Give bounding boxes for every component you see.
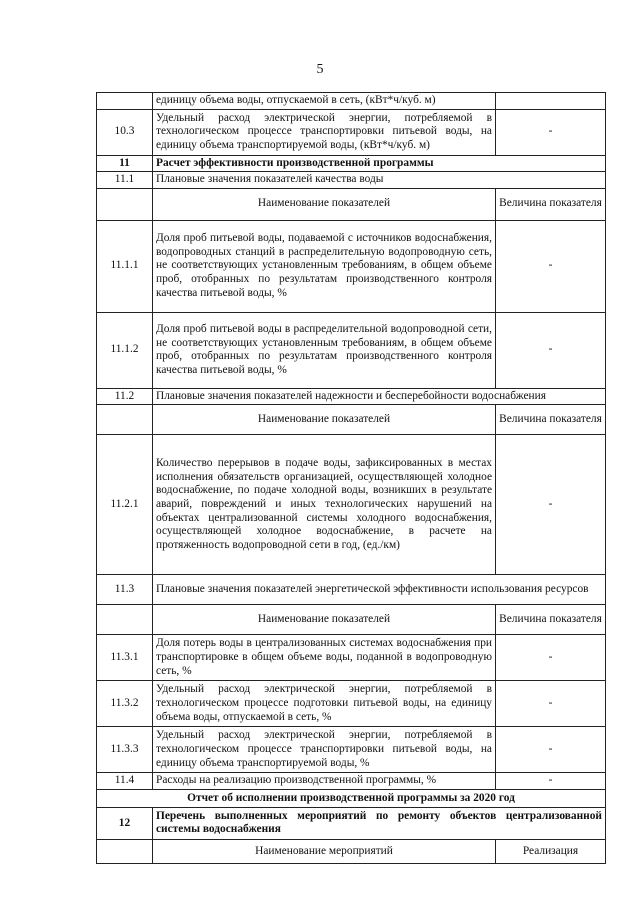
row-text: Доля проб питьевой воды, подаваемой с источников водоснабжения, водопроводных станций в распределительную водопроводную сеть, не соответствующих установленным требованиям, в общем объеме проб, отобранных по результатам производственного контроля качества питьевой воды, % [153,220,496,312]
header-name: Наименование показателей [153,605,496,635]
page-number: 5 [316,62,324,77]
table-row [97,93,606,110]
row-text: Удельный расход электрической энергии, потребляемой в технологическом процессе транспортировки питьевой воды, на единицу объема транспортируемой воды, (кВт*ч/куб. м) [153,109,496,155]
row-text: Удельный расход электрической энергии, потребляемой в технологическом процессе транспортировки питьевой воды, на единицу объема транспортируемой воды, % [153,727,496,773]
row-text: Количество перерывов в подаче воды, зафиксированных в местах исполнения обязательств организацией, осуществляющей холодное водоснабжение, по подаче холодной воды, возникших в результате аварий, повреждений и иных технологических нарушений на объектах централизованной системы холодного водоснабжения, осуществляющей холодное водоснабжение, в расчете на протяженность водопроводной сети в год, (ед./км) [153,435,496,575]
subsection-number: 11.2 [97,388,153,405]
row-value: - [496,220,606,312]
table-row [97,220,606,312]
section-title: Перечень выполненных мероприятий по ремонту объектов централизованной системы водоснабжения [153,807,606,839]
row-value: - [496,727,606,773]
row-text: Доля потерь воды в централизованных системах водоснабжения при транспортировке в общем объеме воды, поданной в водопроводную сеть, % [153,635,496,681]
table-row [97,773,606,790]
header-row [97,605,606,635]
row-text: Удельный расход электрической энергии, потребляемой в технологическом процессе подготовки питьевой воды, на единицу объема воды, отпускаемой в сеть, % [153,681,496,727]
section-number: 11 [97,155,153,172]
row-text: единицу объема воды, отпускаемой в сеть, (кВт*ч/куб. м) [153,93,496,110]
table-row [97,681,606,727]
row-text: Доля проб питьевой воды в распределительной водопроводной сети, не соответствующих установленным требованиям, в общем объеме проб, отобранных по результатам производственного контроля качества питьевой воды, % [153,312,496,388]
report-title: Отчет об исполнении производственной программы за 2020 год [97,789,606,807]
header-value: Величина показателя [496,188,606,220]
header-row [97,839,606,863]
row-number: 11.3.2 [97,681,153,727]
row-text: Расходы на реализацию производственной программы, % [153,773,496,790]
table-row [97,312,606,388]
header-name: Наименование показателей [153,188,496,220]
row-number: 11.2.1 [97,435,153,575]
header-value: Реализация [496,839,606,863]
row-number: 11.3.3 [97,727,153,773]
subsection-row [97,575,606,605]
row-value: - [496,435,606,575]
table-row [97,435,606,575]
table-row [97,727,606,773]
row-value: - [496,635,606,681]
row-value [496,93,606,110]
section-number: 12 [97,807,153,839]
row-number: 10.3 [97,109,153,155]
subsection-row [97,172,606,189]
row-value: - [496,773,606,790]
header-value: Величина показателя [496,605,606,635]
subsection-number: 11.3 [97,575,153,605]
table-row [97,109,606,155]
header-value: Величина показателя [496,405,606,435]
row-number: 11.3.1 [97,635,153,681]
section-row [97,807,606,839]
subsection-title: Плановые значения показателей надежности и бесперебойности водоснабжения [153,388,606,405]
document-table [96,92,606,864]
table-row [97,635,606,681]
header-row [97,188,606,220]
report-title-row [97,789,606,807]
row-value: - [496,109,606,155]
section-row [97,155,606,172]
row-value: - [496,681,606,727]
header-row [97,405,606,435]
row-number [97,93,153,110]
subsection-row [97,388,606,405]
row-number: 11.1.2 [97,312,153,388]
header-name: Наименование показателей [153,405,496,435]
row-number: 11.1.1 [97,220,153,312]
section-title: Расчет эффективности производственной программы [153,155,606,172]
row-value: - [496,312,606,388]
subsection-title: Плановые значения показателей качества воды [153,172,606,189]
subsection-number: 11.1 [97,172,153,189]
header-name: Наименование мероприятий [153,839,496,863]
subsection-title: Плановые значения показателей энергетической эффективности использования ресурсов [153,575,606,605]
row-number: 11.4 [97,773,153,790]
